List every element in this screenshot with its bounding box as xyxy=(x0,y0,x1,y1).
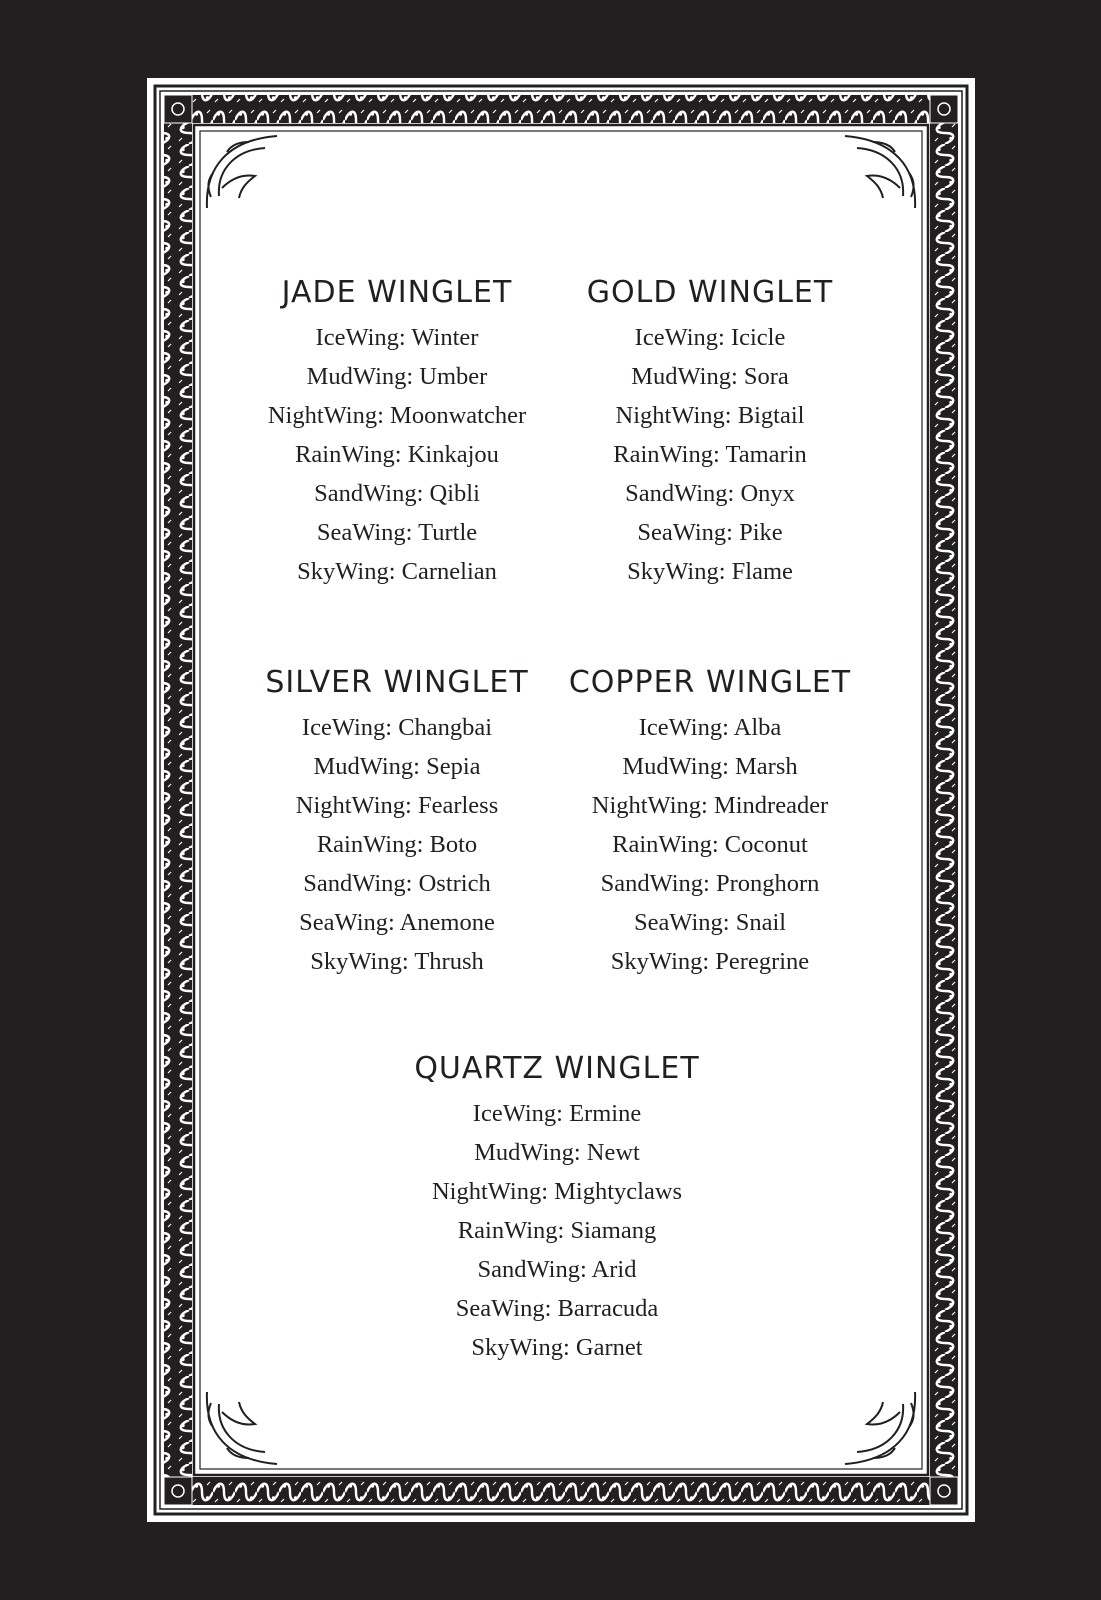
jade-member: SeaWing: Turtle xyxy=(316,519,478,546)
jade-member: NightWing: Moonwatcher xyxy=(267,402,527,429)
silver-member: MudWing: Sepia xyxy=(313,753,481,780)
corner-flourish-top-left xyxy=(207,136,277,208)
copper-member: SkyWing: Peregrine xyxy=(610,948,810,975)
jade-member: IceWing: Winter xyxy=(315,324,479,351)
copper-member: IceWing: Alba xyxy=(638,714,782,741)
gold-member: SeaWing: Pike xyxy=(637,519,783,546)
copper-member: SeaWing: Snail xyxy=(633,909,787,936)
gold-member: NightWing: Bigtail xyxy=(615,402,805,429)
gold-member: SandWing: Onyx xyxy=(625,480,795,507)
silver-member: SeaWing: Anemone xyxy=(299,909,495,936)
jade-member: RainWing: Kinkajou xyxy=(295,441,499,468)
copper-winglet-group xyxy=(555,664,865,981)
silver-winglet-group xyxy=(232,664,562,981)
copper-member: NightWing: Mindreader xyxy=(591,792,829,819)
quartz-member: NightWing: Mightyclaws xyxy=(431,1178,683,1205)
silver-member: SandWing: Ostrich xyxy=(303,870,491,897)
silver-winglet-title: SILVER WINGLET xyxy=(265,665,529,700)
gold-winglet-group xyxy=(555,274,865,591)
jade-member: MudWing: Umber xyxy=(306,363,488,390)
silver-member: IceWing: Changbai xyxy=(301,714,493,741)
gold-member: SkyWing: Flame xyxy=(627,558,793,585)
quartz-member: SeaWing: Barracuda xyxy=(455,1295,659,1322)
gold-member: MudWing: Sora xyxy=(631,363,789,390)
copper-member: MudWing: Marsh xyxy=(622,753,798,780)
silver-member: RainWing: Boto xyxy=(316,831,478,858)
copper-member: RainWing: Coconut xyxy=(612,831,808,858)
quartz-member: MudWing: Newt xyxy=(474,1139,640,1166)
quartz-winglet-group xyxy=(397,1050,717,1367)
quartz-member: SkyWing: Garnet xyxy=(471,1334,643,1361)
corner-flourish-bottom-left xyxy=(207,1392,277,1464)
quartz-member: RainWing: Siamang xyxy=(457,1217,657,1244)
quartz-winglet-title: QUARTZ WINGLET xyxy=(414,1051,700,1086)
copper-member: SandWing: Pronghorn xyxy=(600,870,820,897)
jade-member: SandWing: Qibli xyxy=(314,480,480,507)
copper-winglet-title: COPPER WINGLET xyxy=(568,665,852,700)
jade-winglet-title: JADE WINGLET xyxy=(281,275,513,310)
gold-winglet-title: GOLD WINGLET xyxy=(586,275,834,310)
jade-member: SkyWing: Carnelian xyxy=(297,558,497,585)
gold-member: IceWing: Icicle xyxy=(634,324,786,351)
page xyxy=(147,78,975,1522)
corner-flourish-bottom-right xyxy=(845,1392,915,1464)
jade-winglet-group xyxy=(232,274,562,591)
gold-member: RainWing: Tamarin xyxy=(613,441,807,468)
quartz-member: IceWing: Ermine xyxy=(472,1100,642,1127)
quartz-member: SandWing: Arid xyxy=(477,1256,637,1283)
corner-flourish-top-right xyxy=(845,136,915,208)
silver-member: NightWing: Fearless xyxy=(295,792,499,819)
silver-member: SkyWing: Thrush xyxy=(310,948,484,975)
